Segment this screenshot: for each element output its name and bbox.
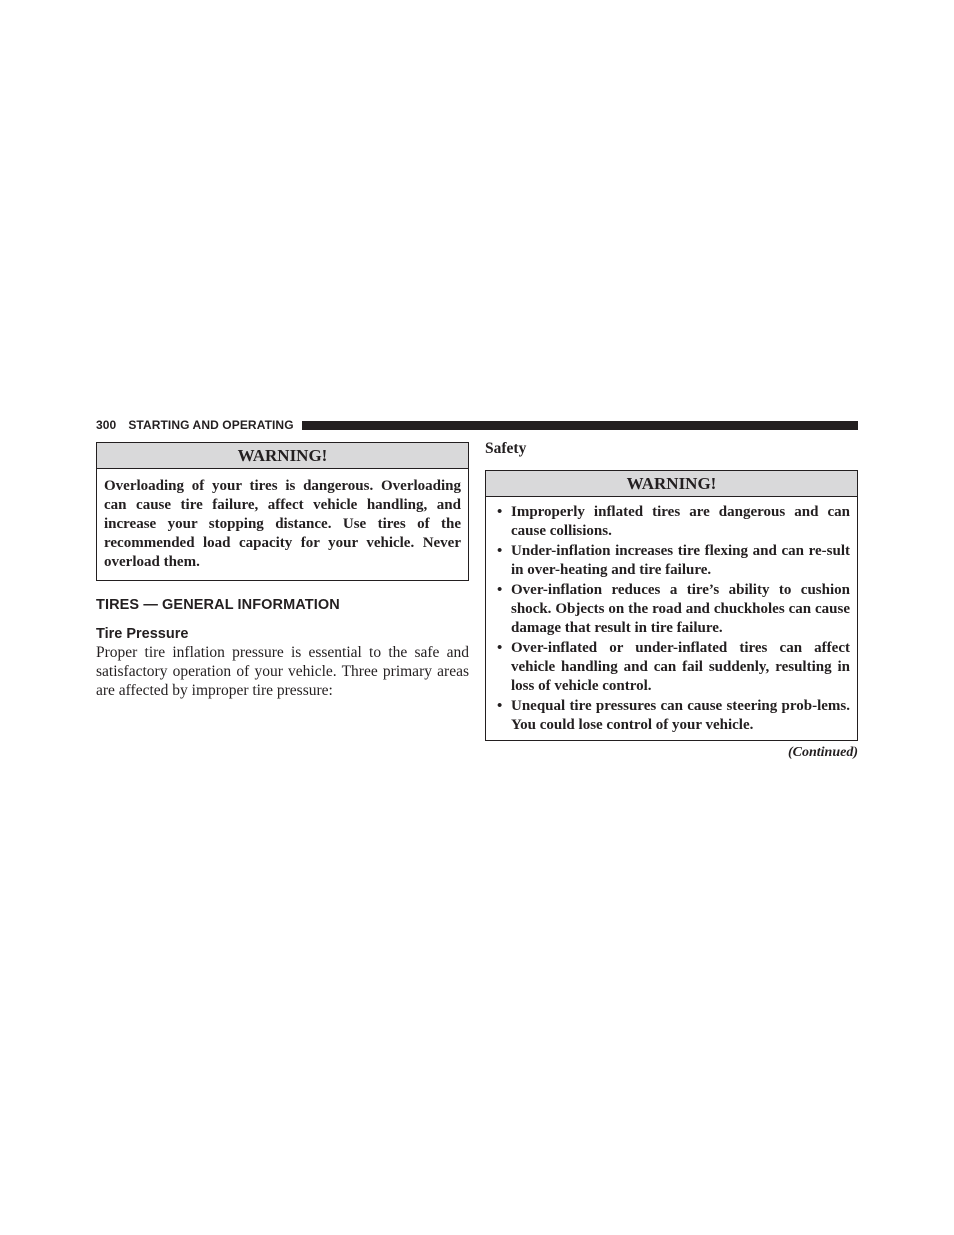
bullet-text: Over-inflation reduces a tire’s ability to cushion shock. Objects on the road and chuckholes can cause damage that result in tire failure. bbox=[511, 582, 850, 636]
section-title: STARTING AND OPERATING bbox=[128, 418, 294, 432]
bullet-icon: • bbox=[497, 543, 503, 559]
continued-label: (Continued) bbox=[787, 745, 858, 760]
list-item bbox=[493, 542, 850, 580]
bullet-text: Under-inflation increases tire flexing and can re-sult in over-heating and tire failure. bbox=[511, 543, 850, 578]
overload-warning-box bbox=[96, 442, 469, 581]
left-column bbox=[96, 442, 469, 700]
warning-list-container bbox=[486, 497, 857, 740]
bullet-icon: • bbox=[497, 640, 503, 656]
bullet-text: Improperly inflated tires are dangerous and can cause collisions. bbox=[511, 504, 850, 539]
bullet-text: Unequal tire pressures can cause steering prob-lems. You could lose control of your vehicle. bbox=[511, 698, 850, 733]
subheading-tire-pressure: Tire Pressure bbox=[96, 626, 189, 642]
section-heading: TIRES — GENERAL INFORMATION bbox=[96, 597, 340, 613]
warning-title: WARNING! bbox=[486, 471, 857, 497]
warning-title: WARNING! bbox=[97, 443, 468, 469]
header-rule bbox=[302, 421, 858, 430]
bullet-icon: • bbox=[497, 698, 503, 714]
safety-heading: Safety bbox=[485, 440, 527, 457]
warning-text: Overloading of your tires is dangerous. Overloading can cause tire failure, affect vehicle handling, and increase your stopping distance. Use tires of the recommended load capacity for your vehicle. Never overload them. bbox=[104, 478, 461, 570]
tire-pressure-paragraph: Proper tire inflation pressure is essential to the safe and satisfactory operation of your vehicle. Three primary areas are affected by improper tire pressure: bbox=[96, 644, 469, 699]
list-item bbox=[493, 639, 850, 696]
bullet-icon: • bbox=[497, 504, 503, 520]
bullet-text: Over-inflated or under-inflated tires can affect vehicle handling and can fail suddenly, resulting in loss of vehicle control. bbox=[511, 640, 850, 694]
list-item bbox=[493, 503, 850, 541]
warning-bullet-list bbox=[493, 503, 850, 735]
bullet-icon: • bbox=[497, 582, 503, 598]
list-item bbox=[493, 697, 850, 735]
page-header bbox=[96, 417, 858, 433]
list-item bbox=[493, 581, 850, 638]
right-column bbox=[485, 442, 858, 761]
safety-warning-box bbox=[485, 470, 858, 741]
page-number: 300 bbox=[96, 418, 117, 432]
